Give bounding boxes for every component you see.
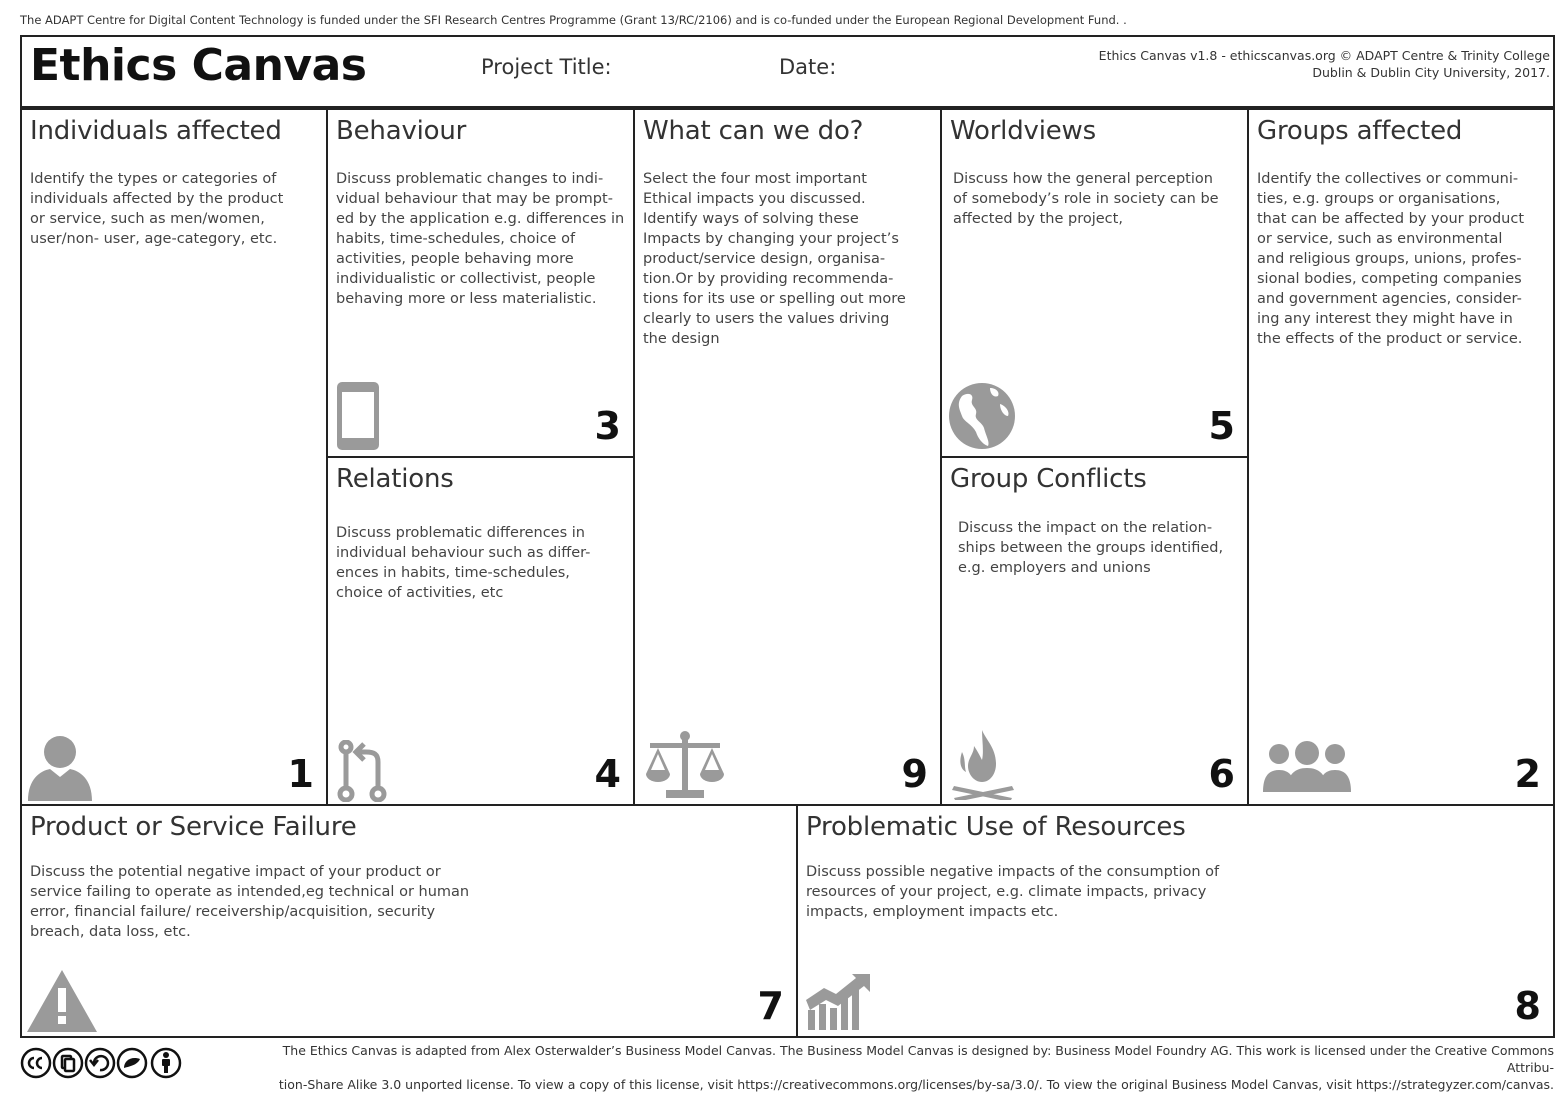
desc-line: ships between the groups identified, — [958, 540, 1224, 556]
box-relations — [326, 456, 635, 806]
desc-line: individualistic or collectivist, people — [336, 271, 596, 287]
share-alike-icon — [86, 1049, 114, 1077]
person-icon — [28, 735, 92, 801]
campfire-icon — [952, 730, 1014, 800]
desc-line: or service, such as environmental — [1257, 231, 1503, 247]
box-behaviour — [326, 108, 635, 458]
desc-line: service failing to operate as intended,eg technical or human — [30, 884, 470, 900]
box-description — [336, 169, 624, 309]
desc-line: or service, such as men/women, — [30, 211, 265, 227]
box-title: Product or Service Failure — [30, 812, 357, 842]
page-title: Ethics Canvas — [30, 40, 367, 91]
funding-note: The ADAPT Centre for Digital Content Technology is funded under the SFI Research Centres Programme (Grant 13/RC/2106) and is co-funded under the European Regional Development Fund. . — [20, 13, 1127, 27]
desc-line: the design — [643, 331, 720, 347]
box-what-can-we-do — [633, 108, 942, 806]
box-number: 7 — [757, 984, 784, 1028]
desc-line: the effects of the product or service. — [1257, 331, 1523, 347]
desc-line: breach, data loss, etc. — [30, 924, 191, 940]
box-title: Problematic Use of Resources — [806, 812, 1186, 842]
desc-line: user/non- user, age-category, etc. — [30, 231, 278, 247]
desc-line: that can be affected by your product — [1257, 211, 1525, 227]
desc-line: ences in habits, time-schedules, — [336, 565, 570, 581]
desc-line: of somebody’s role in society can be — [953, 191, 1219, 207]
box-description — [30, 169, 283, 249]
desc-line: individual behaviour such as differ- — [336, 545, 591, 561]
desc-line: tions for its use or spelling out more — [643, 291, 906, 307]
box-description — [953, 169, 1219, 229]
box-number: 8 — [1514, 984, 1541, 1028]
box-title: Worldviews — [950, 116, 1096, 146]
credit-text — [1080, 47, 1550, 81]
box-description — [30, 862, 469, 942]
box-description — [958, 518, 1223, 578]
desc-line: product/service design, organisa- — [643, 251, 886, 267]
footnote-line-1: The Ethics Canvas is adapted from Alex Osterwalder’s Business Model Canvas. The Business Model Canvas is designed by: Business Model Foundry AG. This work is licensed under the Creative Commons Attribu- — [282, 1043, 1554, 1075]
desc-line: Discuss problematic changes to indi- — [336, 171, 604, 187]
desc-line: Identify the collectives or communi- — [1257, 171, 1519, 187]
desc-line: and religious groups, unions, profes- — [1257, 251, 1522, 267]
box-problematic-resources — [796, 804, 1555, 1038]
desc-line: clearly to users the values driving — [643, 311, 890, 327]
desc-line: impacts, employment impacts etc. — [806, 904, 1059, 920]
desc-line: Impacts by changing your project’s — [643, 231, 899, 247]
smartphone-icon — [337, 382, 379, 450]
box-number: 5 — [1208, 404, 1235, 448]
desc-line: choice of activities, etc — [336, 585, 504, 601]
box-title: Individuals affected — [30, 116, 282, 146]
box-description — [1257, 169, 1524, 349]
desc-line: habits, time-schedules, choice of — [336, 231, 576, 247]
desc-line: tion.Or by providing recommenda- — [643, 271, 894, 287]
desc-line: error, financial failure/ receivership/acquisition, security — [30, 904, 436, 920]
desc-line: individuals affected by the product — [30, 191, 284, 207]
scales-icon — [644, 730, 726, 800]
desc-line: Ethical impacts you discussed. — [643, 191, 866, 207]
desc-line: behaving more or less materialistic. — [336, 291, 597, 307]
box-description — [336, 523, 590, 603]
globe-icon — [948, 382, 1016, 450]
box-title: What can we do? — [643, 116, 864, 146]
box-number: 6 — [1208, 752, 1235, 796]
desc-line: Identify ways of solving these — [643, 211, 859, 227]
box-title: Behaviour — [336, 116, 467, 146]
desc-line: Discuss the potential negative impact of your product or — [30, 864, 441, 880]
credit-line-2: Dublin & Dublin City University, 2017. — [1312, 65, 1550, 80]
desc-line: Discuss how the general perception — [953, 171, 1213, 187]
box-number: 4 — [594, 752, 621, 796]
box-title: Group Conflicts — [950, 464, 1147, 494]
desc-line: e.g. employers and unions — [958, 560, 1151, 576]
desc-line: sional bodies, competing companies — [1257, 271, 1522, 287]
box-number: 1 — [287, 752, 314, 796]
desc-line: Select the four most important — [643, 171, 867, 187]
box-worldviews — [940, 108, 1249, 458]
desc-line: ed by the application e.g. differences in — [336, 211, 625, 227]
credit-line-1: Ethics Canvas v1.8 - ethicscanvas.org © ADAPT Centre & Trinity College — [1098, 48, 1550, 63]
box-description — [643, 169, 906, 349]
group-icon — [1263, 740, 1351, 792]
box-number: 9 — [901, 752, 928, 796]
warning-icon — [27, 970, 97, 1032]
footnote-line-2: tion-Share Alike 3.0 unported license. To view a copy of this license, visit https://creativecommons.org/licenses/by-sa/3.0/. To view the original Business Model Canvas, visit https://strategyzer.com/canvas. — [278, 1077, 1554, 1092]
box-description — [806, 862, 1219, 922]
box-individuals-affected — [20, 108, 328, 806]
desc-line: activities, people behaving more — [336, 251, 574, 267]
box-product-failure — [20, 804, 798, 1038]
desc-line: affected by the project, — [953, 211, 1123, 227]
desc-line: and government agencies, consider- — [1257, 291, 1522, 307]
desc-line: ing any interest they might have in — [1257, 311, 1513, 327]
desc-line: Discuss problematic differences in — [336, 525, 585, 541]
desc-line: vidual behaviour that may be prompt- — [336, 191, 613, 207]
desc-line: Discuss the impact on the relation- — [958, 520, 1213, 536]
box-number: 2 — [1514, 752, 1541, 796]
box-title: Groups affected — [1257, 116, 1463, 146]
project-title-label: Project Title: — [481, 55, 612, 79]
license-footnote — [258, 1042, 1554, 1093]
growth-chart-icon — [806, 970, 872, 1030]
creative-commons-icons — [20, 1046, 184, 1080]
date-label: Date: — [779, 55, 837, 79]
box-title: Relations — [336, 464, 454, 494]
desc-line: ties, e.g. groups or organisations, — [1257, 191, 1501, 207]
desc-line: resources of your project, e.g. climate impacts, privacy — [806, 884, 1207, 900]
branch-icon — [336, 740, 388, 802]
desc-line: Discuss possible negative impacts of the consumption of — [806, 864, 1220, 880]
box-groups-affected — [1247, 108, 1555, 806]
desc-line: Identify the types or categories of — [30, 171, 277, 187]
box-group-conflicts — [940, 456, 1249, 806]
box-number: 3 — [594, 404, 621, 448]
